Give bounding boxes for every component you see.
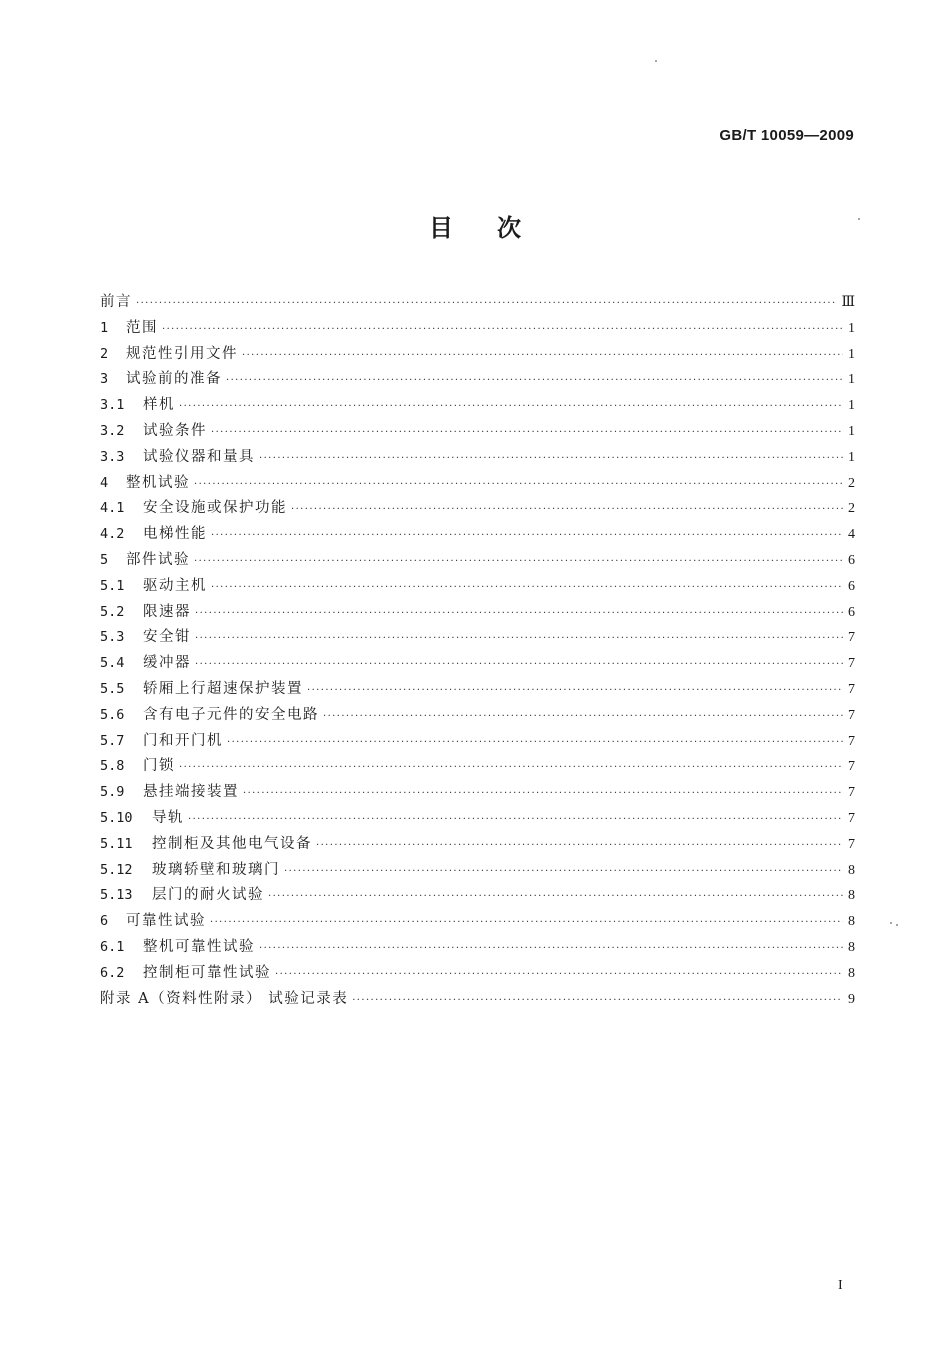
toc-entry[interactable]	[100, 548, 855, 574]
toc-entry-page: 7	[848, 630, 855, 646]
toc-entry-page: 2	[848, 501, 855, 517]
toc-entry-label: 安全设施或保护功能	[143, 500, 287, 517]
toc-entry[interactable]	[100, 729, 855, 755]
toc-entry-number: 3.2	[100, 422, 125, 439]
toc-entry[interactable]	[100, 935, 855, 961]
toc-dot-leader	[323, 711, 843, 722]
toc-entry[interactable]	[100, 625, 855, 651]
standard-code: GB/T 10059—2009	[719, 127, 854, 144]
toc-entry-page: 8	[848, 888, 855, 904]
toc-dot-leader	[194, 556, 843, 567]
toc-dot-leader	[259, 943, 843, 954]
toc-entry[interactable]	[100, 574, 855, 600]
toc-entry-label: 含有电子元件的安全电路	[143, 706, 319, 723]
toc-entry-label: 可靠性试验	[126, 913, 206, 930]
toc-entry-number: 5.9	[100, 784, 125, 801]
toc-entry-label: 试验前的准备	[126, 371, 222, 388]
toc-entry-page: 8	[848, 965, 855, 981]
toc-entry-number: 4.1	[100, 500, 125, 517]
toc-entry-label: 前言	[100, 294, 132, 310]
toc-entry-number: 3.1	[100, 397, 125, 414]
toc-entry-number: 5.10	[100, 809, 133, 826]
toc-entry-page: Ⅲ	[841, 295, 855, 310]
toc-entry-number: 5.13	[100, 887, 133, 904]
toc-entry[interactable]	[100, 471, 855, 497]
toc-entry-label: 控制柜可靠性试验	[143, 964, 271, 981]
toc-dot-leader	[226, 375, 843, 386]
scan-speck	[890, 922, 892, 924]
toc-dot-leader	[136, 298, 837, 309]
toc-entry-number: 3	[100, 371, 109, 388]
toc-entry-page: 4	[848, 527, 855, 543]
toc-entry-label: 层门的耐火试验	[152, 887, 264, 904]
toc-entry-page: 6	[848, 604, 855, 620]
toc-entry-page: 7	[848, 759, 855, 775]
toc-entry-label: 轿厢上行超速保护装置	[143, 680, 303, 697]
toc-dot-leader	[268, 891, 843, 902]
toc-dot-leader	[243, 788, 843, 799]
toc-entry-page: 1	[848, 320, 855, 336]
toc-entry-number: 6.1	[100, 938, 125, 955]
toc-dot-leader	[227, 737, 843, 748]
toc-entry-label: 试验条件	[143, 422, 207, 439]
scan-speck	[858, 218, 860, 220]
toc-dot-leader	[210, 917, 843, 928]
toc-dot-leader	[194, 479, 843, 490]
toc-entry-page: 1	[848, 346, 855, 362]
toc-entry-number: 5.1	[100, 577, 125, 594]
toc-entry[interactable]	[100, 858, 855, 884]
toc-dot-leader	[352, 995, 843, 1006]
toc-dot-leader	[242, 350, 843, 361]
toc-entry-number: 5.11	[100, 835, 133, 852]
toc-entry-label: 导轨	[152, 809, 184, 826]
toc-dot-leader	[316, 840, 843, 851]
toc-dot-leader	[179, 401, 843, 412]
toc-entry-page: 2	[848, 475, 855, 491]
toc-dot-leader	[259, 453, 843, 464]
toc-dot-leader	[188, 814, 843, 825]
toc-entry-label: 门锁	[143, 758, 175, 775]
toc-entry-number: 5.3	[100, 629, 125, 646]
toc-dot-leader	[211, 582, 843, 593]
toc-entry-label: 样机	[143, 397, 175, 414]
toc-dot-leader	[195, 608, 843, 619]
toc-entry[interactable]	[100, 342, 855, 368]
toc-entry-label: 控制柜及其他电气设备	[152, 835, 312, 852]
toc-entry-page: 7	[848, 707, 855, 723]
toc-entry-label: 电梯性能	[143, 526, 207, 543]
toc-entry-label: 驱动主机	[143, 577, 207, 594]
toc-entry[interactable]	[100, 832, 855, 858]
toc-entry-label: 附录 A（资料性附录） 试验记录表	[100, 990, 349, 1007]
toc-entry-label: 门和开门机	[143, 732, 223, 749]
toc-dot-leader	[162, 324, 843, 335]
toc-entry[interactable]	[100, 600, 855, 626]
toc-entry[interactable]	[100, 754, 855, 780]
toc-entry-page: 7	[848, 681, 855, 697]
toc-entry[interactable]	[100, 445, 855, 471]
toc-entry-number: 5.12	[100, 861, 133, 878]
toc-entry[interactable]	[100, 961, 855, 987]
toc-entry-page: 8	[848, 914, 855, 930]
toc-dot-leader	[291, 504, 843, 515]
toc-dot-leader	[179, 762, 843, 773]
toc-entry[interactable]	[100, 806, 855, 832]
toc-entry-page: 6	[848, 552, 855, 568]
toc-dot-leader	[275, 969, 843, 980]
toc-entry[interactable]	[100, 290, 855, 316]
toc-entry-number: 6.2	[100, 964, 125, 981]
toc-dot-leader	[211, 530, 843, 541]
toc-entry-label: 规范性引用文件	[126, 345, 238, 362]
toc-entry-page: 8	[848, 862, 855, 878]
toc-entry-page: 7	[848, 656, 855, 672]
toc-entry-page: 1	[848, 449, 855, 465]
table-of-contents	[100, 290, 855, 1012]
toc-entry-number: 1	[100, 319, 109, 336]
toc-entry-label: 整机可靠性试验	[143, 938, 255, 955]
toc-entry-label: 安全钳	[143, 629, 191, 646]
toc-entry-page: 7	[848, 733, 855, 749]
toc-entry-number: 4	[100, 474, 109, 491]
toc-entry[interactable]	[100, 367, 855, 393]
toc-entry-number: 5.4	[100, 655, 125, 672]
toc-dot-leader	[211, 427, 843, 438]
toc-entry-label: 悬挂端接装置	[143, 784, 239, 801]
toc-entry-number: 5.7	[100, 732, 125, 749]
toc-entry-page: 1	[848, 423, 855, 439]
toc-entry[interactable]	[100, 780, 855, 806]
toc-entry-number: 5.5	[100, 680, 125, 697]
toc-entry-page: 8	[848, 939, 855, 955]
toc-entry-label: 整机试验	[126, 474, 190, 491]
toc-entry-number: 6	[100, 913, 109, 930]
toc-entry[interactable]	[100, 883, 855, 909]
page-title: 目次	[429, 214, 565, 242]
scan-speck	[896, 924, 898, 926]
toc-entry[interactable]	[100, 419, 855, 445]
toc-entry-page: 7	[848, 785, 855, 801]
toc-entry-page: 1	[848, 398, 855, 414]
toc-entry-page: 9	[848, 991, 855, 1007]
toc-entry-number: 5	[100, 551, 109, 568]
toc-entry-label: 限速器	[143, 603, 191, 620]
toc-entry[interactable]	[100, 909, 855, 935]
toc-entry[interactable]	[100, 316, 855, 342]
toc-entry-page: 7	[848, 836, 855, 852]
toc-dot-leader	[195, 633, 843, 644]
toc-entry-number: 5.6	[100, 706, 125, 723]
toc-entry-label: 试验仪器和量具	[143, 448, 255, 465]
toc-entry-page: 7	[848, 810, 855, 826]
toc-entry-page: 6	[848, 578, 855, 594]
toc-entry-number: 4.2	[100, 526, 125, 543]
toc-dot-leader	[307, 685, 843, 696]
toc-entry-number: 2	[100, 345, 109, 362]
toc-entry[interactable]	[100, 496, 855, 522]
toc-entry-number: 3.3	[100, 448, 125, 465]
toc-entry-label: 玻璃轿壁和玻璃门	[152, 861, 280, 878]
toc-entry[interactable]	[100, 703, 855, 729]
scan-speck	[655, 60, 657, 62]
toc-entry[interactable]	[100, 677, 855, 703]
toc-entry-number: 5.8	[100, 758, 125, 775]
toc-entry-label: 部件试验	[126, 551, 190, 568]
toc-entry[interactable]	[100, 393, 855, 419]
page-number: I	[838, 1278, 843, 1293]
toc-entry[interactable]	[100, 987, 855, 1013]
toc-dot-leader	[195, 659, 843, 670]
toc-dot-leader	[284, 866, 843, 877]
toc-entry-page: 1	[848, 372, 855, 388]
toc-entry-label: 范围	[126, 319, 158, 336]
toc-entry-label: 缓冲器	[143, 655, 191, 672]
toc-entry[interactable]	[100, 522, 855, 548]
toc-entry-number: 5.2	[100, 603, 125, 620]
toc-entry[interactable]	[100, 651, 855, 677]
